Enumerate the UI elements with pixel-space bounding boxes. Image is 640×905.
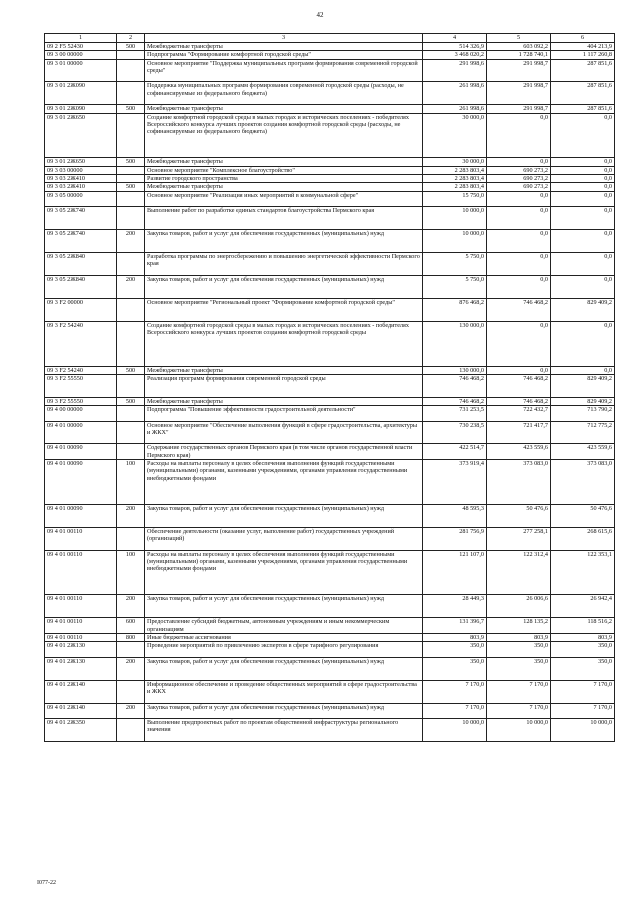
amount-year1-cell: 350,0	[423, 642, 487, 658]
amount-year1-cell: 10 000,0	[423, 207, 487, 230]
item-name-cell: Развитие городского пространства	[145, 175, 423, 183]
expense-type-cell	[117, 642, 145, 658]
code-cell: 09 2 F5 52430	[45, 43, 117, 51]
code-cell: 09 4 01 2Ж350	[45, 719, 117, 742]
amount-year3-cell: 350,0	[551, 642, 615, 658]
item-name-cell: Закупка товаров, работ и услуг для обеспечения государственных (муниципальных) нужд	[145, 703, 423, 719]
amount-year3-cell: 50 476,6	[551, 504, 615, 527]
expense-type-cell	[117, 82, 145, 105]
page-number: 42	[316, 11, 324, 19]
amount-year1-cell: 3 468 020,2	[423, 51, 487, 59]
amount-year3-cell: 118 516,2	[551, 618, 615, 634]
code-cell: 09 3 05 2Ж740	[45, 230, 117, 253]
amount-year2-cell: 373 083,0	[487, 460, 551, 505]
code-cell: 09 4 01 00090	[45, 444, 117, 460]
item-name-cell: Основное мероприятие "Реализация иных мероприятий в коммунальной сфере"	[145, 191, 423, 207]
table-row	[45, 230, 615, 253]
amount-year1-cell: 5 750,0	[423, 275, 487, 298]
table-row	[45, 460, 615, 505]
amount-year2-cell: 690 273,2	[487, 183, 551, 191]
table-row	[45, 397, 615, 405]
expense-type-cell: 600	[117, 618, 145, 634]
amount-year3-cell: 829 409,2	[551, 397, 615, 405]
amount-year3-cell: 0,0	[551, 191, 615, 207]
expense-type-cell	[117, 321, 145, 366]
amount-year3-cell: 26 942,4	[551, 595, 615, 618]
amount-year1-cell: 30 000,0	[423, 158, 487, 166]
item-name-cell: Основное мероприятие "Поддержка муниципальных программ формирования современной городской среды"	[145, 59, 423, 82]
item-name-cell: Предоставление субсидий бюджетным, автономным учреждениям и иным некоммерческим организациям	[145, 618, 423, 634]
code-cell: 09 3 05 2Ж740	[45, 207, 117, 230]
expense-type-cell	[117, 298, 145, 321]
table-row	[45, 183, 615, 191]
footer-code: I077-22	[37, 880, 56, 886]
code-cell: 09 4 01 00090	[45, 504, 117, 527]
item-name-cell: Разработка программы по энергосбережению и повышению энергетической эффективности Пермского края	[145, 253, 423, 276]
amount-year3-cell: 373 083,0	[551, 460, 615, 505]
amount-year1-cell: 281 756,9	[423, 527, 487, 550]
amount-year3-cell: 713 790,2	[551, 405, 615, 421]
amount-year2-cell: 0,0	[487, 158, 551, 166]
amount-year3-cell: 0,0	[551, 207, 615, 230]
amount-year1-cell: 131 396,7	[423, 618, 487, 634]
amount-year1-cell: 2 283 803,4	[423, 175, 487, 183]
amount-year3-cell: 1 117 260,8	[551, 51, 615, 59]
table-row	[45, 51, 615, 59]
item-name-cell: Межбюджетные трансферты	[145, 366, 423, 374]
table-row	[45, 113, 615, 158]
amount-year1-cell: 373 919,4	[423, 460, 487, 505]
code-cell: 09 3 01 2Ж090	[45, 82, 117, 105]
code-cell: 09 3 01 2Ж090	[45, 105, 117, 113]
code-cell: 09 3 00 00000	[45, 51, 117, 59]
amount-year1-cell: 2 283 803,4	[423, 166, 487, 174]
amount-year2-cell: 0,0	[487, 275, 551, 298]
amount-year2-cell: 277 258,1	[487, 527, 551, 550]
expense-type-cell	[117, 444, 145, 460]
table-row	[45, 444, 615, 460]
amount-year1-cell: 7 170,0	[423, 680, 487, 703]
amount-year3-cell: 287 851,6	[551, 59, 615, 82]
item-name-cell: Иные бюджетные ассигнования	[145, 633, 423, 641]
code-cell: 09 3 05 00000	[45, 191, 117, 207]
amount-year2-cell: 423 559,6	[487, 444, 551, 460]
amount-year2-cell: 10 000,0	[487, 719, 551, 742]
table-row	[45, 633, 615, 641]
code-cell: 09 3 01 00000	[45, 59, 117, 82]
item-name-cell: Межбюджетные трансферты	[145, 397, 423, 405]
code-cell: 09 4 01 00090	[45, 460, 117, 505]
amount-year1-cell: 350,0	[423, 657, 487, 680]
amount-year3-cell: 829 409,2	[551, 298, 615, 321]
amount-year3-cell: 287 851,6	[551, 105, 615, 113]
expense-type-cell: 200	[117, 595, 145, 618]
item-name-cell: Межбюджетные трансферты	[145, 158, 423, 166]
amount-year1-cell: 291 998,6	[423, 59, 487, 82]
expense-type-cell	[117, 175, 145, 183]
code-cell: 09 3 F2 55550	[45, 397, 117, 405]
amount-year2-cell: 122 312,4	[487, 550, 551, 595]
item-name-cell: Обеспечение деятельности (оказание услуг, выполнение работ) государственных учреждений (организаций)	[145, 527, 423, 550]
amount-year1-cell: 10 000,0	[423, 719, 487, 742]
code-cell: 09 3 05 2Ж840	[45, 275, 117, 298]
table-row	[45, 719, 615, 742]
expense-type-cell	[117, 374, 145, 397]
amount-year1-cell: 2 283 803,4	[423, 183, 487, 191]
expense-type-cell	[117, 421, 145, 444]
code-cell: 09 3 F2 54240	[45, 321, 117, 366]
table-row	[45, 680, 615, 703]
budget-table	[44, 33, 615, 742]
amount-year1-cell: 121 107,0	[423, 550, 487, 595]
expense-type-cell: 100	[117, 460, 145, 505]
amount-year1-cell: 261 998,6	[423, 105, 487, 113]
expense-type-cell: 200	[117, 504, 145, 527]
item-name-cell: Содержание государственных органов Пермского края (в том числе органов государственной власти Пермского края)	[145, 444, 423, 460]
expense-type-cell: 500	[117, 397, 145, 405]
expense-type-cell	[117, 719, 145, 742]
code-cell: 09 3 05 2Ж840	[45, 253, 117, 276]
amount-year1-cell: 15 750,0	[423, 191, 487, 207]
amount-year3-cell: 829 409,2	[551, 374, 615, 397]
code-cell: 09 4 01 00110	[45, 527, 117, 550]
amount-year2-cell: 128 135,2	[487, 618, 551, 634]
amount-year1-cell: 48 595,3	[423, 504, 487, 527]
item-name-cell: Расходы на выплаты персоналу в целях обеспечения выполнения функций государственными (муниципальными) органами, казенными учреждениями, органами управления государственными внебюджетными фондами	[145, 460, 423, 505]
expense-type-cell: 200	[117, 657, 145, 680]
amount-year2-cell: 291 998,7	[487, 82, 551, 105]
amount-year2-cell: 0,0	[487, 113, 551, 158]
amount-year1-cell: 730 238,5	[423, 421, 487, 444]
amount-year3-cell: 268 615,6	[551, 527, 615, 550]
code-cell: 09 4 01 2Ж140	[45, 680, 117, 703]
expense-type-cell: 500	[117, 183, 145, 191]
amount-year2-cell: 0,0	[487, 253, 551, 276]
amount-year1-cell: 130 000,0	[423, 366, 487, 374]
code-cell: 09 3 01 2Ж650	[45, 113, 117, 158]
code-cell: 09 3 01 2Ж650	[45, 158, 117, 166]
expense-type-cell	[117, 527, 145, 550]
amount-year2-cell: 0,0	[487, 191, 551, 207]
item-name-cell: Межбюджетные трансферты	[145, 183, 423, 191]
table-row	[45, 703, 615, 719]
code-cell: 09 3 F2 00000	[45, 298, 117, 321]
amount-year2-cell: 7 170,0	[487, 680, 551, 703]
amount-year2-cell: 350,0	[487, 657, 551, 680]
item-name-cell: Закупка товаров, работ и услуг для обеспечения государственных (муниципальных) нужд	[145, 657, 423, 680]
amount-year1-cell: 261 998,6	[423, 82, 487, 105]
column-header: 6	[551, 34, 615, 43]
expense-type-cell: 100	[117, 550, 145, 595]
table-row	[45, 175, 615, 183]
item-name-cell: Выполнение предпроектных работ по проектам общественной инфраструктуры регионального значения	[145, 719, 423, 742]
table-row	[45, 321, 615, 366]
amount-year1-cell: 5 750,0	[423, 253, 487, 276]
table-row	[45, 374, 615, 397]
item-name-cell: Межбюджетные трансферты	[145, 105, 423, 113]
item-name-cell: Подпрограмма "Повышение эффективности градостроительной деятельности"	[145, 405, 423, 421]
table-row	[45, 642, 615, 658]
code-cell: 09 3 F2 55550	[45, 374, 117, 397]
item-name-cell: Поддержка муниципальных программ формирования современной городской среды (расходы, не софинансируемые из федерального бюджета)	[145, 82, 423, 105]
code-cell: 09 4 01 00110	[45, 618, 117, 634]
expense-type-cell	[117, 191, 145, 207]
expense-type-cell	[117, 253, 145, 276]
column-header: 2	[117, 34, 145, 43]
amount-year2-cell: 0,0	[487, 321, 551, 366]
amount-year1-cell: 803,9	[423, 633, 487, 641]
item-name-cell: Создание комфортной городской среды в малых городах и исторических поселениях - победителях Всероссийского конкурса лучших проектов создания комфортной городской среды	[145, 321, 423, 366]
amount-year1-cell: 10 000,0	[423, 230, 487, 253]
amount-year2-cell: 722 432,7	[487, 405, 551, 421]
expense-type-cell	[117, 59, 145, 82]
expense-type-cell: 200	[117, 275, 145, 298]
expense-type-cell: 800	[117, 633, 145, 641]
expense-type-cell	[117, 51, 145, 59]
expense-type-cell: 500	[117, 366, 145, 374]
table-row	[45, 59, 615, 82]
item-name-cell: Проведение мероприятий по привлечению экспертов в сфере тарифного регулирования	[145, 642, 423, 658]
code-cell: 09 4 01 00110	[45, 595, 117, 618]
expense-type-cell: 500	[117, 158, 145, 166]
table-row	[45, 207, 615, 230]
amount-year3-cell: 350,0	[551, 657, 615, 680]
amount-year3-cell: 122 353,1	[551, 550, 615, 595]
expense-type-cell	[117, 405, 145, 421]
amount-year3-cell: 0,0	[551, 166, 615, 174]
item-name-cell: Информационное обеспечение и проведение общественных мероприятий в сфере градостроительства и ЖКХ	[145, 680, 423, 703]
amount-year2-cell: 26 006,6	[487, 595, 551, 618]
amount-year3-cell: 7 170,0	[551, 680, 615, 703]
expense-type-cell: 500	[117, 43, 145, 51]
amount-year2-cell: 291 998,7	[487, 105, 551, 113]
amount-year2-cell: 690 273,2	[487, 166, 551, 174]
column-header: 5	[487, 34, 551, 43]
amount-year2-cell: 690 273,2	[487, 175, 551, 183]
table-row	[45, 166, 615, 174]
table-row	[45, 253, 615, 276]
code-cell: 09 4 01 2Ж140	[45, 703, 117, 719]
amount-year2-cell: 50 476,6	[487, 504, 551, 527]
amount-year1-cell: 422 514,7	[423, 444, 487, 460]
code-cell: 09 3 03 2Ж410	[45, 183, 117, 191]
amount-year3-cell: 0,0	[551, 321, 615, 366]
amount-year1-cell: 876 468,2	[423, 298, 487, 321]
column-header: 3	[145, 34, 423, 43]
item-name-cell: Расходы на выплаты персоналу в целях обеспечения выполнения функций государственными (муниципальными) органами, казенными учреждениями, органами управления государственными внебюджетными фондами	[145, 550, 423, 595]
item-name-cell: Подпрограмма "Формирование комфортной городской среды"	[145, 51, 423, 59]
table-row	[45, 191, 615, 207]
amount-year2-cell: 1 728 740,1	[487, 51, 551, 59]
amount-year2-cell: 350,0	[487, 642, 551, 658]
amount-year3-cell: 0,0	[551, 183, 615, 191]
amount-year2-cell: 7 170,0	[487, 703, 551, 719]
table-row	[45, 595, 615, 618]
table-row	[45, 82, 615, 105]
table-row	[45, 366, 615, 374]
code-cell: 09 4 01 00110	[45, 633, 117, 641]
code-cell: 09 4 01 2Ж130	[45, 642, 117, 658]
amount-year3-cell: 0,0	[551, 275, 615, 298]
item-name-cell: Выполнение работ по разработке единых стандартов благоустройства Пермского края	[145, 207, 423, 230]
amount-year1-cell: 28 449,3	[423, 595, 487, 618]
table-row	[45, 298, 615, 321]
amount-year3-cell: 7 170,0	[551, 703, 615, 719]
item-name-cell: Закупка товаров, работ и услуг для обеспечения государственных (муниципальных) нужд	[145, 595, 423, 618]
amount-year1-cell: 514 326,9	[423, 43, 487, 51]
expense-type-cell	[117, 207, 145, 230]
code-cell: 09 3 F2 54240	[45, 366, 117, 374]
amount-year3-cell: 0,0	[551, 253, 615, 276]
amount-year2-cell: 746 468,2	[487, 374, 551, 397]
amount-year1-cell: 731 253,5	[423, 405, 487, 421]
expense-type-cell: 500	[117, 105, 145, 113]
amount-year3-cell: 712 775,2	[551, 421, 615, 444]
amount-year3-cell: 10 000,0	[551, 719, 615, 742]
amount-year3-cell: 423 559,6	[551, 444, 615, 460]
amount-year2-cell: 746 468,2	[487, 397, 551, 405]
item-name-cell: Основное мероприятие "Региональный проект "Формирование комфортной городской среды"	[145, 298, 423, 321]
amount-year3-cell: 287 851,6	[551, 82, 615, 105]
table-row	[45, 405, 615, 421]
item-name-cell: Основное мероприятие "Комплексное благоустройство"	[145, 166, 423, 174]
code-cell: 09 4 01 2Ж130	[45, 657, 117, 680]
column-header: 4	[423, 34, 487, 43]
amount-year2-cell: 721 417,7	[487, 421, 551, 444]
amount-year2-cell: 803,9	[487, 633, 551, 641]
amount-year3-cell: 0,0	[551, 175, 615, 183]
item-name-cell: Закупка товаров, работ и услуг для обеспечения государственных (муниципальных) нужд	[145, 230, 423, 253]
code-cell: 09 4 00 00000	[45, 405, 117, 421]
amount-year2-cell: 746 468,2	[487, 298, 551, 321]
item-name-cell: Создание комфортной городской среды в малых городах и исторических поселениях - победителях Всероссийского конкурса лучших проектов создания комфортной городской среды (расходы, не софинансируемые из федерального бюджета)	[145, 113, 423, 158]
amount-year3-cell: 0,0	[551, 158, 615, 166]
table-row	[45, 105, 615, 113]
item-name-cell: Закупка товаров, работ и услуг для обеспечения государственных (муниципальных) нужд	[145, 275, 423, 298]
table-row	[45, 657, 615, 680]
amount-year1-cell: 7 170,0	[423, 703, 487, 719]
table-row	[45, 275, 615, 298]
item-name-cell: Межбюджетные трансферты	[145, 43, 423, 51]
amount-year3-cell: 0,0	[551, 113, 615, 158]
code-cell: 09 4 01 00000	[45, 421, 117, 444]
table-row	[45, 158, 615, 166]
item-name-cell: Основное мероприятие "Обеспечение выполнения функций в сфере градостроительства, архитектуры и ЖКХ"	[145, 421, 423, 444]
amount-year1-cell: 130 000,0	[423, 321, 487, 366]
column-header: 1	[45, 34, 117, 43]
amount-year2-cell: 0,0	[487, 230, 551, 253]
item-name-cell: Закупка товаров, работ и услуг для обеспечения государственных (муниципальных) нужд	[145, 504, 423, 527]
amount-year3-cell: 0,0	[551, 230, 615, 253]
amount-year3-cell: 404 213,9	[551, 43, 615, 51]
table-row	[45, 421, 615, 444]
code-cell: 09 3 03 00000	[45, 166, 117, 174]
amount-year2-cell: 0,0	[487, 207, 551, 230]
code-cell: 09 4 01 00110	[45, 550, 117, 595]
table-row	[45, 527, 615, 550]
amount-year1-cell: 746 468,2	[423, 374, 487, 397]
table-header-row	[45, 34, 615, 43]
table-row	[45, 43, 615, 51]
table-row	[45, 504, 615, 527]
amount-year2-cell: 291 998,7	[487, 59, 551, 82]
expense-type-cell	[117, 113, 145, 158]
amount-year2-cell: 0,0	[487, 366, 551, 374]
item-name-cell: Реализация программ формирования современной городской среды	[145, 374, 423, 397]
amount-year2-cell: 603 092,2	[487, 43, 551, 51]
code-cell: 09 3 03 2Ж410	[45, 175, 117, 183]
amount-year3-cell: 0,0	[551, 366, 615, 374]
amount-year3-cell: 803,9	[551, 633, 615, 641]
expense-type-cell	[117, 680, 145, 703]
amount-year1-cell: 746 468,2	[423, 397, 487, 405]
expense-type-cell: 200	[117, 230, 145, 253]
table-row	[45, 618, 615, 634]
amount-year1-cell: 30 000,0	[423, 113, 487, 158]
table-row	[45, 550, 615, 595]
expense-type-cell	[117, 166, 145, 174]
expense-type-cell: 200	[117, 703, 145, 719]
